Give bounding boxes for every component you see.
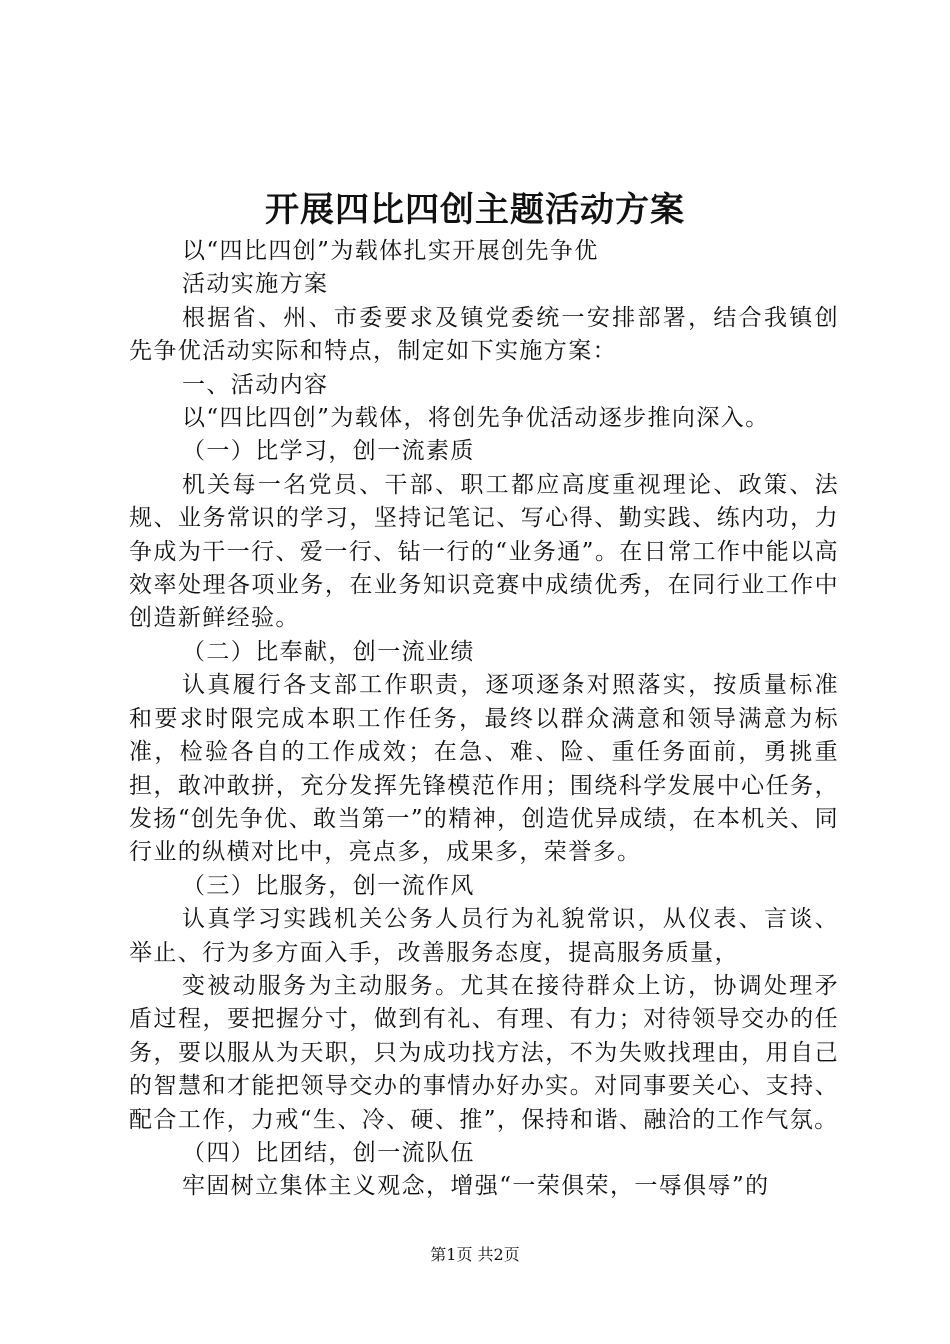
paragraph: 根据省、州、市委要求及镇党委统一安排部署，结合我镇创先争优活动实际和特点，制定如下实施方案：	[129, 304, 839, 365]
document-title: 开展四比四创主题活动方案	[265, 190, 685, 230]
section-heading: 一、活动内容	[182, 371, 329, 398]
subsection-heading: （一）比学习，创一流素质	[182, 438, 475, 465]
paragraph: 牢固树立集体主义观念，增强“一荣俱荣，一辱俱辱”的	[182, 1173, 770, 1200]
subsection-heading: （三）比服务，创一流作风	[182, 872, 475, 899]
subsection-heading: （二）比奉献，创一流业绩	[182, 638, 475, 665]
paragraph: 机关每一名党员、干部、职工都应高度重视理论、政策、法规、业务常识的学习，坚持记笔记、写心得、勤实践、练内功，力争成为干一行、爱一行、钻一行的“业务通”。在日常工作中能以高效率处理各项业务，在业务知识竞赛中成绩优秀，在同行业工作中创造新鲜经验。	[129, 471, 839, 632]
paragraph: 变被动服务为主动服务。尤其在接待群众上访，协调处理矛盾过程，要把握分寸，做到有礼、有理、有力；对待领导交办的任务，要以服从为天职，只为成功找方法，不为失败找理由，用自己的智慧和才能把领导交办的事情办好办实。对同事要关心、支持、配合工作，力戒“生、冷、硬、推”，保持和谐、融洽的工作气氛。	[129, 972, 839, 1133]
subsection-heading: （四）比团结，创一流队伍	[182, 1139, 475, 1166]
page-number-footer: 第1页 共2页	[430, 1245, 520, 1264]
paragraph: 以“四比四创”为载体，将创先争优活动逐步推向深入。	[182, 405, 770, 432]
paragraph: 以“四比四创”为载体扎实开展创先争优	[182, 238, 599, 264]
paragraph: 认真履行各支部工作职责，逐项逐条对照落实，按质量标准和要求时限完成本职工作任务，最终以群众满意和领导满意为标准，检验各自的工作成效；在急、难、险、重任务面前，勇挑重担，敢冲敢拼，充分发挥先锋模范作用；围绕科学发展中心任务，发扬“创先争优、敢当第一”的精神，创造优异成绩，在本机关、同行业的纵横对比中，亮点多，成果多，荣誉多。	[129, 672, 839, 866]
paragraph: 活动实施方案	[182, 271, 329, 298]
document-body	[129, 235, 839, 1204]
paragraph: 认真学习实践机关公务人员行为礼貌常识，从仪表、言谈、举止、行为多方面入手，改善服务态度，提高服务质量，	[129, 906, 839, 966]
